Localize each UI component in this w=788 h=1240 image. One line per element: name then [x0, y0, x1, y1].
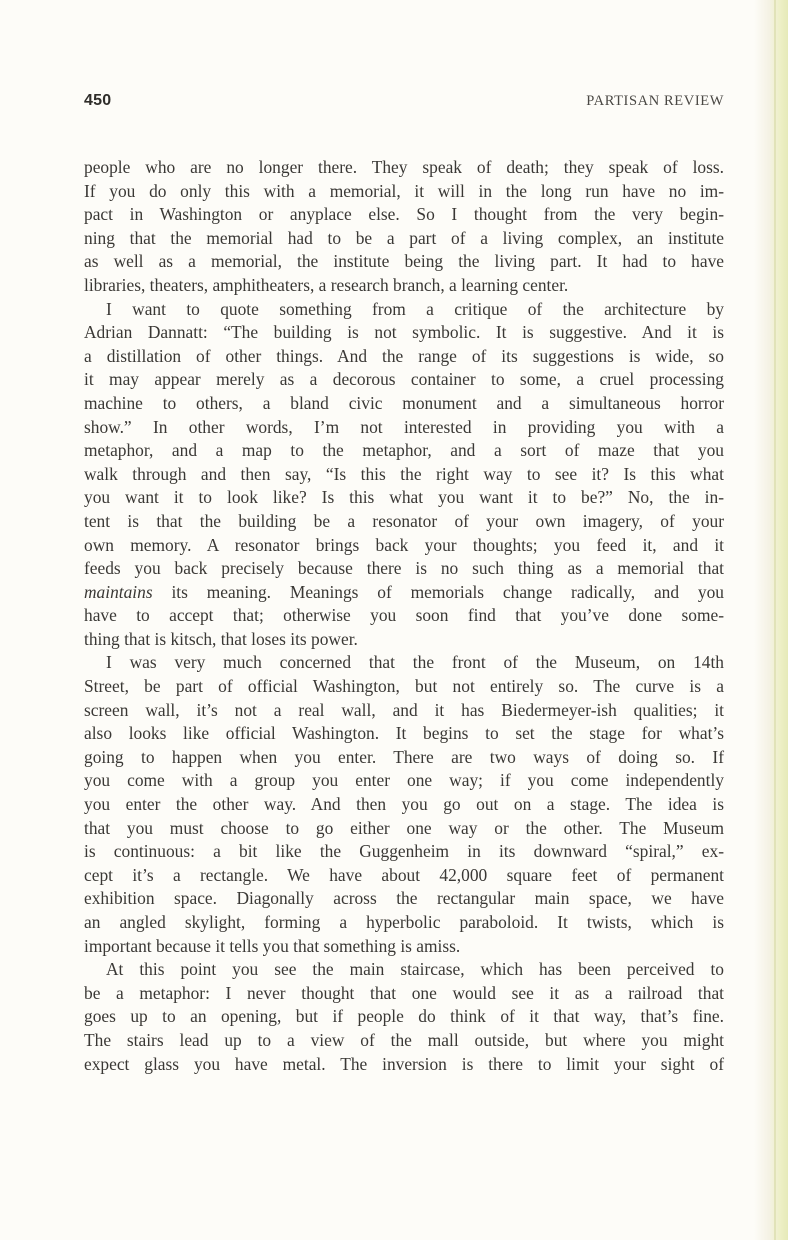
text-line: machine to others, a bland civic monument and a simultaneous horror [84, 392, 724, 413]
text-line [84, 581, 724, 605]
text-line: is continuous: a bit like the Guggenheim in its downward “spiral,” ex- [84, 841, 724, 862]
text-line: goes up to an opening, but if people do think of it that way, that’s fine. [84, 1006, 724, 1027]
text-line: a distillation of other things. And the range of its suggestions is wide, so [84, 345, 724, 366]
text-line: expect glass you have metal. The inversion is there to limit your sight of [84, 1053, 724, 1074]
text-line: metaphor, and a map to the metaphor, and a sort of maze that you [84, 440, 724, 461]
text-line: I was very much concerned that the front of the Museum, on 14th [106, 652, 724, 673]
page-number: 450 [84, 92, 112, 109]
text-line: Street, be part of official Washington, but not entirely so. The curve is a [84, 676, 724, 697]
text-line: The stairs lead up to a view of the mall outside, but where you might [84, 1029, 724, 1050]
text-line: cept it’s a rectangle. We have about 42,000 square feet of permanent [84, 864, 724, 885]
page-edge-shadow [774, 0, 776, 1240]
text-line: thing that is kitsch, that loses its power. [84, 628, 358, 649]
body-text [84, 156, 724, 1076]
text-segment: its meaning. Meanings of memorials change radically, and you [152, 581, 724, 602]
text-line: you come with a group you enter one way; if you come independently [84, 770, 724, 791]
text-line: libraries, theaters, amphitheaters, a research branch, a learning center. [84, 274, 569, 295]
text-line: show.” In other words, I’m not interested in providing you with a [84, 416, 724, 437]
text-line: walk through and then say, “Is this the right way to see it? Is this what [84, 463, 724, 484]
text-line: I want to quote something from a critique of the architecture by [106, 298, 724, 319]
text-line: people who are no longer there. They speak of death; they speak of loss. [84, 157, 724, 177]
text-line: it may appear merely as a decorous container to some, a cruel processing [84, 369, 724, 390]
text-line: as well as a memorial, the institute being the living part. It had to have [84, 251, 724, 272]
text-line: going to happen when you enter. There are two ways of doing so. If [84, 746, 724, 767]
text-line: If you do only this with a memorial, it will in the long run have no im- [84, 180, 724, 201]
text-line: tent is that the building be a resonator of your own imagery, of your [84, 510, 724, 531]
text-line: At this point you see the main staircase, which has been perceived to [106, 959, 724, 980]
text-line: screen wall, it’s not a real wall, and it has Biedermeyer-ish qualities; it [84, 699, 724, 720]
text-line: an angled skylight, forming a hyperbolic paraboloid. It twists, which is [84, 912, 724, 932]
text-line: Adrian Dannatt: “The building is not symbolic. It is suggestive. And it is [84, 322, 724, 343]
text-line: feeds you back precisely because there is no such thing as a memorial that [84, 558, 724, 579]
page-header [84, 92, 724, 114]
text-line: you want it to look like? Is this what you want it to be?” No, the in- [84, 487, 724, 508]
text-line: be a metaphor: I never thought that one would see it as a railroad that [84, 982, 724, 1003]
text-line: own memory. A resonator brings back your thoughts; you feed it, and it [84, 534, 724, 555]
italic-emphasis: maintains [84, 581, 153, 602]
text-line: important because it tells you that something is amiss. [84, 935, 461, 956]
text-line: ning that the memorial had to be a part of a living complex, an institute [84, 227, 724, 248]
text-line: also looks like official Washington. It begins to set the stage for what’s [84, 723, 724, 744]
text-line: exhibition space. Diagonally across the rectangular main space, we have [84, 888, 724, 909]
running-head: PARTISAN REVIEW [586, 93, 724, 109]
page-edge [754, 0, 788, 1240]
text-line: pact in Washington or anyplace else. So I thought from the very begin- [84, 204, 724, 225]
text-line: have to accept that; otherwise you soon find that you’ve done some- [84, 605, 724, 626]
text-line: that you must choose to go either one way or the other. The Museum [84, 817, 724, 838]
text-line: you enter the other way. And then you go out on a stage. The idea is [84, 794, 724, 815]
